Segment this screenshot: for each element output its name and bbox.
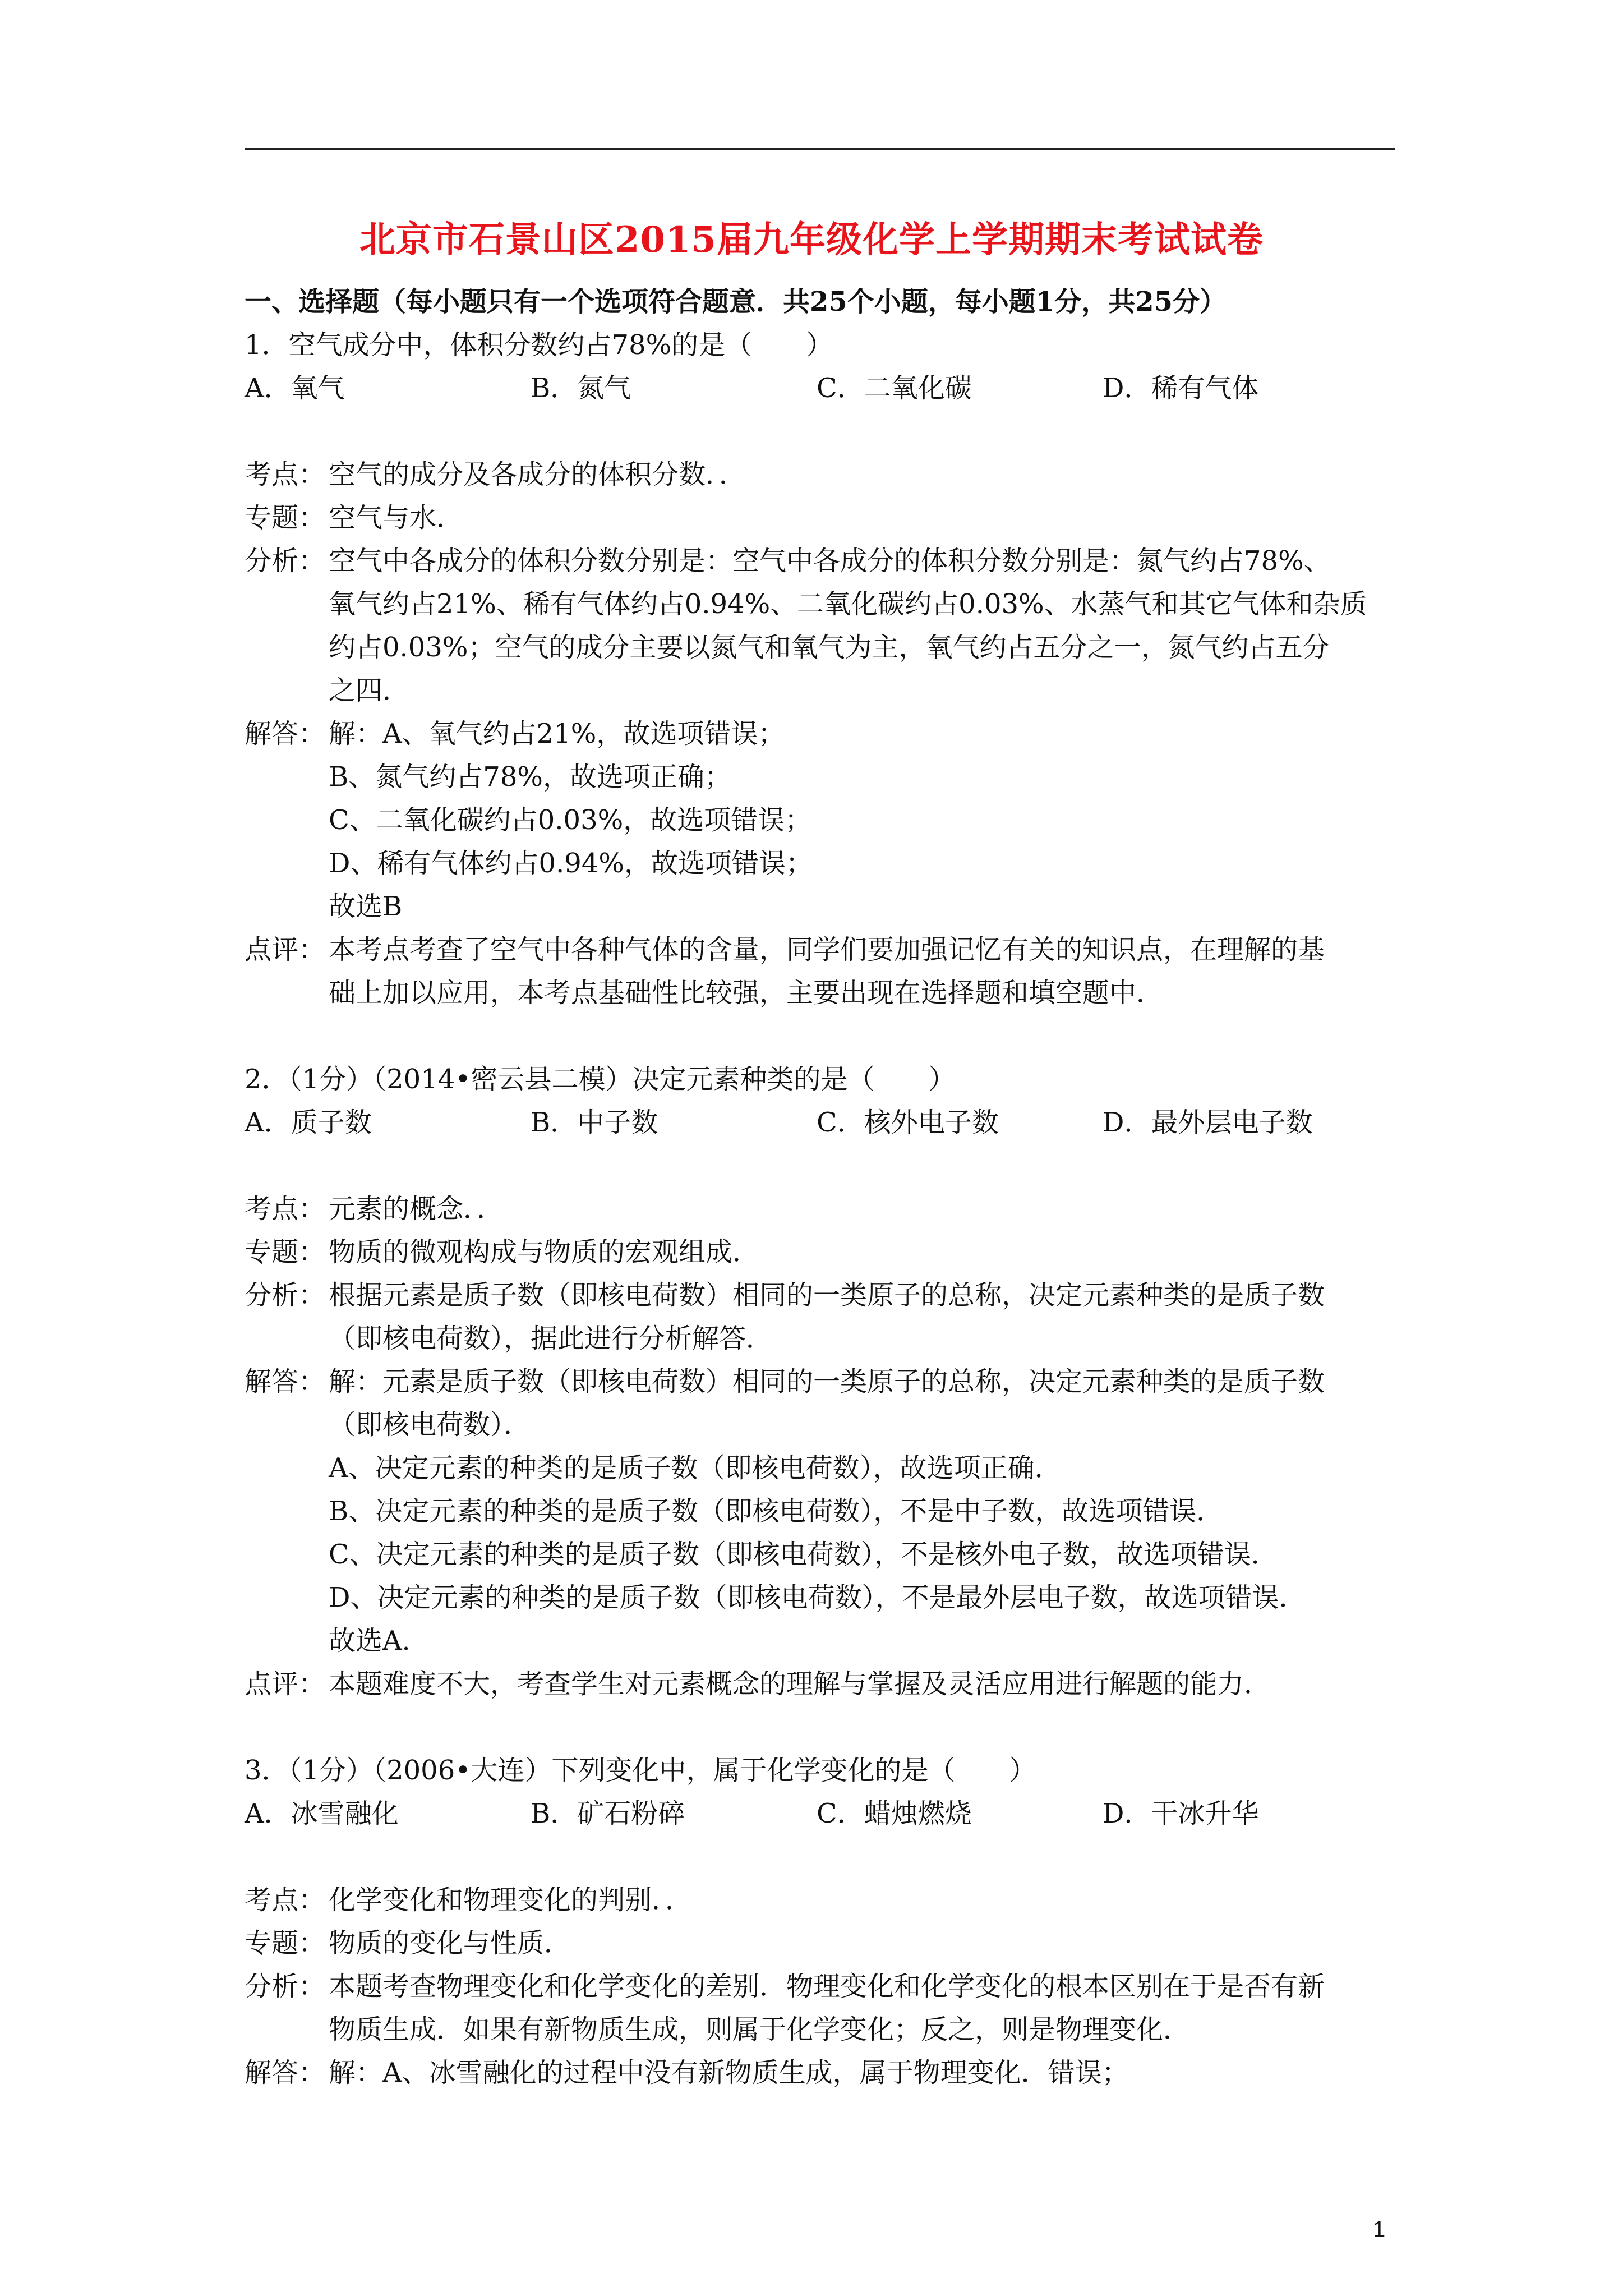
option-d: D．干冰升华 — [1103, 1798, 1259, 1829]
q1-dianping — [245, 928, 1422, 1015]
fenxi-label: 分析： — [245, 1971, 326, 2002]
option-d: D．最外层电子数 — [1103, 1107, 1313, 1138]
q2-fenxi — [245, 1274, 1422, 1360]
q1-kaodian — [245, 453, 1422, 496]
jieda-line: 解：A、冰雪融化的过程中没有新物质生成，属于物理变化．错误； — [329, 2057, 1129, 2088]
fenxi-line: 空气中各成分的体积分数分别是：空气中各成分的体积分数分别是：氮气约占78%、 — [329, 545, 1331, 577]
jieda-line: D、稀有气体约占0.94%，故选项错误； — [329, 848, 813, 879]
q2-zhuanti — [245, 1231, 1422, 1274]
kaodian-text: 化学变化和物理变化的判别．． — [329, 1884, 693, 1916]
question-2-options — [245, 1101, 1422, 1144]
fenxi-line: 物质生成．如果有新物质生成，则属于化学变化；反之，则是物理变化． — [329, 2014, 1191, 2045]
zhuanti-text: 物质的微观构成与物质的宏观组成． — [329, 1236, 760, 1268]
page-title: 北京市石景山区2015届九年级化学上学期期末考试试卷 — [359, 219, 1264, 261]
option-b: B．氮气 — [531, 372, 631, 404]
option-c: C．蜡烛燃烧 — [817, 1798, 972, 1829]
fenxi-label: 分析： — [245, 545, 326, 577]
option-c: C．核外电子数 — [817, 1107, 999, 1138]
page-number: 1 — [1373, 2217, 1386, 2242]
kaodian-label: 考点： — [245, 1884, 326, 1916]
q2-jieda — [245, 1360, 1422, 1663]
q3-kaodian — [245, 1879, 1422, 1922]
kaodian-label: 考点： — [245, 459, 326, 490]
kaodian-label: 考点： — [245, 1193, 326, 1225]
document-body — [245, 280, 1422, 2095]
question-3-options — [245, 1792, 1422, 1835]
option-a: A．冰雪融化 — [245, 1798, 399, 1829]
jieda-line: A、决定元素的种类的是质子数（即核电荷数），故选项正确． — [329, 1452, 1062, 1484]
jieda-line: D、决定元素的种类的是质子数（即核电荷数），不是最外层电子数，故选项错误． — [329, 1582, 1306, 1613]
fenxi-line: 氧气约占21%、稀有气体约占0.94%、二氧化碳约占0.03%、水蒸气和其它气体和杂质 — [329, 588, 1367, 620]
q3-jieda — [245, 2051, 1422, 2095]
jieda-line: 解：A、氧气约占21%，故选项错误； — [329, 718, 785, 749]
jieda-line: （即核电荷数）． — [329, 1409, 531, 1441]
option-a: A．氧气 — [245, 372, 345, 404]
zhuanti-label: 专题： — [245, 1927, 326, 1959]
jieda-line: 故选A． — [329, 1625, 429, 1657]
kaodian-text: 空气的成分及各成分的体积分数．． — [329, 459, 746, 490]
dianping-label: 点评： — [245, 1668, 326, 1700]
jieda-label: 解答： — [245, 1366, 326, 1397]
dianping-line: 础上加以应用，本考点基础性比较强，主要出现在选择题和填空题中． — [329, 977, 1164, 1009]
kaodian-text: 元素的概念．． — [329, 1193, 504, 1225]
fenxi-line: 之四． — [329, 675, 410, 706]
question-2-stem: 2．（1分）（2014•密云县二模）决定元素种类的是（ ） — [245, 1064, 956, 1095]
section-heading: 一、选择题（每小题只有一个选项符合题意．共25个小题，每小题1分，共25分） — [245, 286, 1227, 318]
option-c: C．二氧化碳 — [817, 372, 972, 404]
dianping-line: 本考点考查了空气中各种气体的含量，同学们要加强记忆有关的知识点，在理解的基 — [329, 934, 1325, 965]
jieda-line: 故选B — [329, 891, 403, 922]
option-d: D．稀有气体 — [1103, 372, 1259, 404]
fenxi-line: 根据元素是质子数（即核电荷数）相同的一类原子的总称，决定元素种类的是质子数 — [329, 1280, 1325, 1311]
jieda-line: 解：元素是质子数（即核电荷数）相同的一类原子的总称，决定元素种类的是质子数 — [329, 1366, 1325, 1397]
fenxi-line: 约占0.03%；空气的成分主要以氮气和氧气为主，氧气约占五分之一，氮气约占五分 — [329, 632, 1330, 663]
header-rule — [245, 148, 1395, 150]
q3-zhuanti — [245, 1922, 1422, 1965]
fenxi-line: （即核电荷数），据此进行分析解答． — [329, 1323, 773, 1354]
q3-fenxi — [245, 1965, 1422, 2051]
option-a: A．质子数 — [245, 1107, 372, 1138]
question-3-stem: 3．（1分）（2006•大连）下列变化中，属于化学变化的是（ ） — [245, 1755, 1036, 1786]
fenxi-label: 分析： — [245, 1280, 326, 1311]
option-b: B．中子数 — [531, 1107, 658, 1138]
zhuanti-label: 专题： — [245, 1236, 326, 1268]
jieda-line: B、氮气约占78%，故选项正确； — [329, 761, 731, 793]
question-1-options — [245, 367, 1422, 410]
question-1-stem: 1．空气成分中，体积分数约占78%的是（ ） — [245, 329, 833, 361]
q2-kaodian — [245, 1188, 1422, 1231]
jieda-line: C、决定元素的种类的是质子数（即核电荷数），不是核外电子数，故选项错误． — [329, 1539, 1278, 1570]
zhuanti-text: 物质的变化与性质． — [329, 1927, 571, 1959]
q1-zhuanti — [245, 496, 1422, 540]
dianping-label: 点评： — [245, 934, 326, 965]
zhuanti-label: 专题： — [245, 502, 326, 533]
q1-jieda — [245, 712, 1422, 928]
jieda-line: B、决定元素的种类的是质子数（即核电荷数），不是中子数，故选项错误． — [329, 1496, 1224, 1527]
option-b: B．矿石粉碎 — [531, 1798, 685, 1829]
jieda-label: 解答： — [245, 2057, 326, 2088]
zhuanti-text: 空气与水． — [329, 502, 464, 533]
jieda-label: 解答： — [245, 718, 326, 749]
q2-dianping — [245, 1663, 1422, 1706]
q1-fenxi — [245, 540, 1422, 712]
fenxi-line: 本题考查物理变化和化学变化的差别．物理变化和化学变化的根本区别在于是否有新 — [329, 1971, 1325, 2002]
dianping-line: 本题难度不大，考查学生对元素概念的理解与掌握及灵活应用进行解题的能力． — [329, 1668, 1271, 1700]
jieda-line: C、二氧化碳约占0.03%，故选项错误； — [329, 804, 812, 836]
